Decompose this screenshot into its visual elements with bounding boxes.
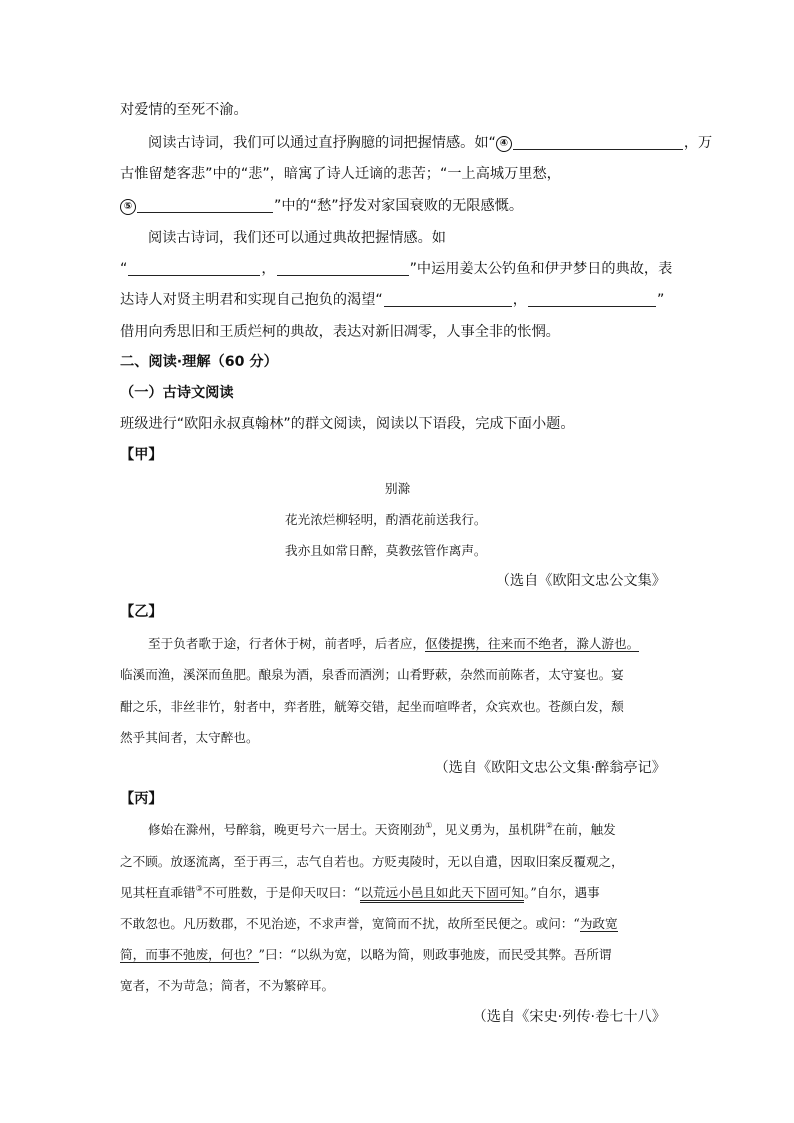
passage-line (120, 914, 618, 934)
poem-line: 花光浓烂柳轻明，酌酒花前送我行。 (285, 512, 487, 527)
fill-blank-8[interactable] (384, 291, 512, 307)
fill-blank-4[interactable] (513, 134, 683, 150)
underlined-sentence: 以荒远小邑且如此天下固可知 (360, 885, 524, 903)
footnote-marker: ② (545, 821, 553, 830)
text-fragment: 不敢忽也。凡历数郡，不见治迹，不求声誉，宽简而不扰，故所至民便之。或问：“ (120, 916, 580, 931)
text-fragment: 至于负者歌于途，行者休于树，前者呼，后者应， (148, 636, 426, 651)
passage-line (120, 945, 611, 965)
text-fragment: ，万 (683, 135, 713, 151)
passage-line (120, 883, 600, 903)
poem-title: 别滁 (385, 481, 411, 496)
circled-number: ④ (496, 136, 512, 152)
section-heading: 二、阅读·理解（60 分） (120, 354, 278, 370)
text-fragment: 修始在滁州，号醉翁，晚更号六一居士。天资刚劲 (148, 822, 426, 837)
text-fragment: ，见义勇为，虽机阱 (432, 822, 546, 837)
fill-blank-6[interactable] (128, 260, 260, 276)
passage-label-bing: 【丙】 (120, 791, 163, 807)
source-citation: （选自《欧阳文忠公文集》 (495, 573, 666, 589)
passage-line: 然乎其间者，太守醉也。 (120, 730, 259, 745)
text-fragment: “ (120, 261, 128, 277)
text-fragment: ”中的“愁”抒发对家国衰败的无限感慨。 (274, 198, 524, 214)
fill-blank-9[interactable] (528, 291, 656, 307)
text-fragment: 见其枉直乖错 (120, 885, 196, 900)
underlined-sentence: 为政宽 (579, 916, 618, 931)
text-fragment: ， (261, 261, 276, 277)
text-line: 借用向秀思旧和王质烂柯的典故，表达对新旧凋零，人事全非的怅惘。 (120, 324, 560, 340)
text-line: 对爱情的至死不渝。 (120, 102, 248, 118)
fill-blank-7[interactable] (277, 260, 409, 276)
text-fragment: ”曰：“以纵为宽，以略为简，则政事弛废，而民受其弊。吾所谓 (258, 947, 612, 962)
text-fragment: ， (512, 292, 527, 308)
passage-line: 酣之乐，非丝非竹，射者中，弈者胜，觥筹交错，起坐而喧哗者，众宾欢也。苍颜白发，颓 (120, 699, 624, 714)
source-citation: （选自《欧阳文忠公文集·醉翁亭记》 (434, 760, 666, 776)
text-fragment: 阅读古诗词，我们可以通过直抒胸臆的词把握情感。如“ (148, 135, 496, 151)
underlined-sentence: 伛偻提携，往来而不绝者，滁人游也。 (425, 636, 640, 651)
footnote-marker: ③ (195, 884, 203, 893)
text-line (120, 290, 664, 310)
instruction-text: 班级进行“欧阳永叔真翰林”的群文阅读，阅读以下语段，完成下面小题。 (120, 416, 575, 432)
fill-blank-5[interactable] (137, 197, 273, 213)
text-fragment: 不可胜数，于是仰天叹曰：“ (202, 885, 361, 900)
passage-line: 之不顾。放逐流离，至于再三，志气自若也。方贬夷陵时，无以自遣，因取旧案反覆观之， (120, 854, 624, 869)
text-line (120, 259, 672, 279)
text-line: 古惟留楚客悲”中的“悲”，暗寓了诗人迁谪的悲苦；“一上高城万里愁， (120, 166, 561, 182)
text-fragment: ”中运用姜太公钓鱼和伊尹梦日的典故，表 (409, 261, 673, 277)
passage-line (148, 634, 639, 654)
text-line (148, 133, 712, 153)
text-line: 阅读古诗词，我们还可以通过典故把握情感。如 (148, 230, 446, 246)
text-fragment: 达诗人对贤主明君和实现自己抱负的渴望“ (120, 292, 383, 308)
footnote-marker: ① (425, 821, 433, 830)
passage-line: 宽者，不为苛急；简者，不为繁碎耳。 (120, 978, 335, 993)
text-fragment: 在前，触发 (552, 822, 616, 837)
text-fragment: ” (656, 292, 665, 308)
source-citation: （选自《宋史·列传·卷七十八》 (472, 1009, 666, 1025)
text-line (120, 196, 523, 216)
circled-number: ⑤ (120, 199, 136, 215)
poem-line: 我亦且如常日醉，莫教弦管作离声。 (285, 543, 487, 558)
passage-label-jia: 【甲】 (120, 447, 163, 463)
subsection-heading: （一）古诗文阅读 (120, 385, 234, 401)
text-fragment: 。”自尔，遇事 (524, 885, 600, 900)
passage-line (148, 820, 616, 840)
underlined-sentence: 简，而事不弛废，何也？ (120, 947, 259, 962)
passage-label-yi: 【乙】 (120, 604, 163, 620)
passage-line: 临溪而渔，溪深而鱼肥。酿泉为酒，泉香而酒洌；山肴野蔌，杂然而前陈者，太守宴也。宴 (120, 667, 624, 682)
